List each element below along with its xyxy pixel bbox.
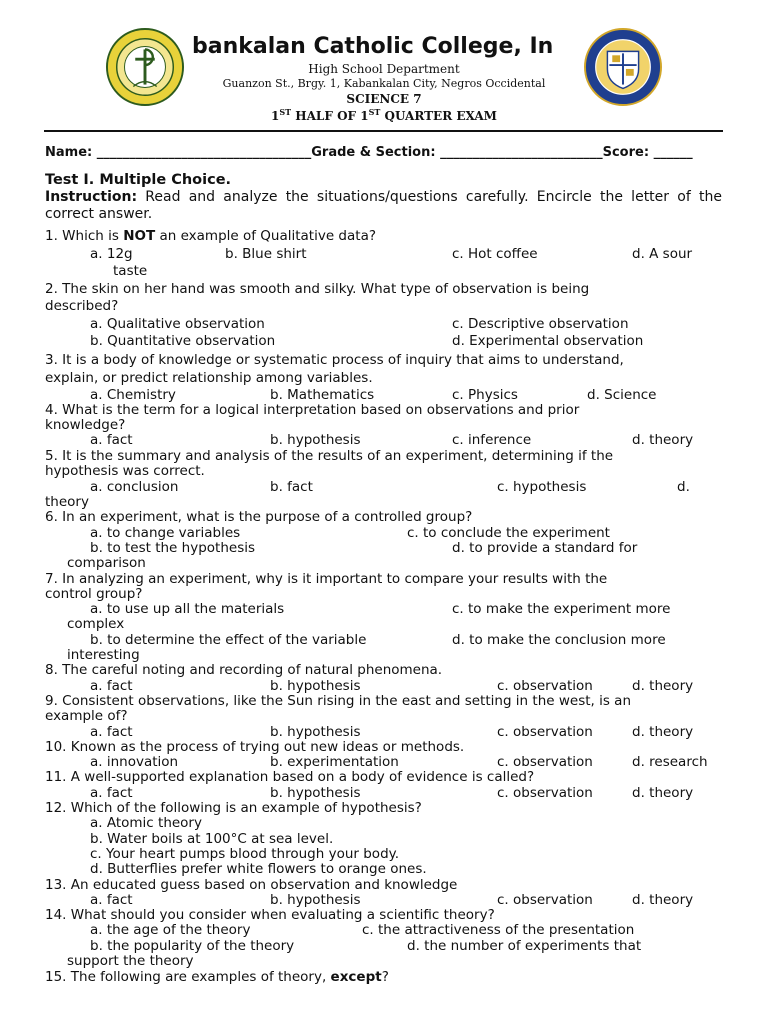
choice-continued: interesting xyxy=(67,647,140,663)
choice[interactable]: b. hypothesis xyxy=(270,785,361,801)
choice[interactable]: c. to conclude the experiment xyxy=(407,525,610,541)
choice[interactable]: c. to make the experiment more xyxy=(452,601,671,617)
choice[interactable]: a. to use up all the materials xyxy=(90,601,285,617)
choice[interactable]: b. to test the hypothesis xyxy=(90,540,256,556)
choice[interactable]: c. the attractiveness of the presentation xyxy=(362,922,635,938)
choice[interactable]: a. Qualitative observation xyxy=(90,316,265,332)
choice[interactable]: d. theory xyxy=(632,892,694,908)
instruction-label: Instruction: xyxy=(45,189,138,205)
choice[interactable]: c. inference xyxy=(452,432,532,448)
choice[interactable]: b. hypothesis xyxy=(270,432,361,448)
choice[interactable]: a. fact xyxy=(90,892,133,908)
question-3: 3. It is a body of knowledge or systematic process of inquiry that aims to understand, xyxy=(45,352,624,368)
question-9: 9. Consistent observations, like the Sun rising in the east and setting in the west, is an xyxy=(45,693,632,709)
question-continued: example of? xyxy=(45,708,128,724)
choice[interactable]: b. hypothesis xyxy=(270,892,361,908)
test-title: Test I. Multiple Choice. xyxy=(45,172,232,188)
question-4: 4. What is the term for a logical interpretation based on observations and prior xyxy=(45,402,580,418)
choice[interactable]: d. theory xyxy=(632,678,694,694)
question-11: 11. A well-supported explanation based on a body of evidence is called? xyxy=(45,769,535,785)
choice-continued: comparison xyxy=(67,555,146,571)
choice[interactable]: c. Hot coffee xyxy=(452,246,538,262)
choice[interactable]: c. observation xyxy=(497,892,593,908)
question-continued: control group? xyxy=(45,586,143,602)
question-7: 7. In analyzing an experiment, why is it important to compare your results with the xyxy=(45,571,608,587)
school-name: bankalan Catholic College, In xyxy=(192,34,554,59)
question-6: 6. In an experiment, what is the purpose of a controlled group? xyxy=(45,509,473,525)
choice[interactable]: d. theory xyxy=(632,724,694,740)
subject: SCIENCE 7 xyxy=(346,92,422,106)
choice[interactable]: d. to provide a standard for xyxy=(452,540,638,556)
question-continued: explain, or predict relationship among variables. xyxy=(45,370,373,386)
grade-blank[interactable]: _________________________ xyxy=(440,145,603,160)
score-label: Score: xyxy=(602,145,650,160)
choice[interactable]: c. Physics xyxy=(452,387,518,403)
choice[interactable]: a. the age of the theory xyxy=(90,922,251,938)
name-label: Name: xyxy=(45,145,93,160)
instruction: Instruction: Read and analyze the situations/questions carefully. Encircle the letter of the correct answer. xyxy=(45,189,722,222)
choice[interactable]: c. Your heart pumps blood through your body. xyxy=(90,846,399,862)
choice-continued: complex xyxy=(67,616,125,632)
question-1: 1. Which is NOT an example of Qualitative data? xyxy=(45,228,377,244)
choice[interactable]: b. to determine the effect of the variable xyxy=(90,632,367,648)
choice[interactable]: d. theory xyxy=(632,432,694,448)
choice-continued: support the theory xyxy=(67,953,194,969)
choice[interactable]: d. Experimental observation xyxy=(452,333,644,349)
exam-title: 1ST HALF OF 1ST QUARTER EXAM xyxy=(271,107,497,123)
choice-continued: theory xyxy=(45,494,89,510)
choice[interactable]: a. conclusion xyxy=(90,479,179,495)
choice[interactable]: d. theory xyxy=(632,785,694,801)
choice[interactable]: d. Science xyxy=(587,387,657,403)
choice[interactable]: c. observation xyxy=(497,724,593,740)
choice[interactable]: a. Atomic theory xyxy=(90,815,202,831)
choice[interactable]: c. observation xyxy=(497,678,593,694)
choice[interactable]: a. innovation xyxy=(90,754,179,770)
choice-continued: taste xyxy=(113,263,148,279)
score-blank[interactable]: ______ xyxy=(653,145,693,160)
question-continued: described? xyxy=(45,298,119,314)
choice[interactable]: a. Chemistry xyxy=(90,387,176,403)
department: High School Department xyxy=(308,62,460,76)
choice[interactable]: a. fact xyxy=(90,678,133,694)
choice[interactable]: a. fact xyxy=(90,785,133,801)
choice[interactable]: a. 12g xyxy=(90,246,133,262)
choice[interactable]: a. to change variables xyxy=(90,525,241,541)
header-divider xyxy=(44,130,723,132)
choice[interactable]: a. fact xyxy=(90,432,133,448)
choice[interactable]: b. hypothesis xyxy=(270,678,361,694)
exam-header xyxy=(0,0,768,128)
question-10: 10. Known as the process of trying out new ideas or methods. xyxy=(45,739,465,755)
question-2: 2. The skin on her hand was smooth and silky. What type of observation is being xyxy=(45,281,590,297)
choice[interactable]: b. Water boils at 100°C at sea level. xyxy=(90,831,334,847)
choice[interactable]: d. A sour xyxy=(632,246,693,262)
question-13: 13. An educated guess based on observation and knowledge xyxy=(45,877,458,893)
name-blank[interactable]: _________________________________ xyxy=(96,145,312,160)
question-14: 14. What should you consider when evaluating a scientific theory? xyxy=(45,907,495,923)
question-8: 8. The careful noting and recording of natural phenomena. xyxy=(45,662,443,678)
question-15: 15. The following are examples of theory, except? xyxy=(45,969,389,985)
question-5: 5. It is the summary and analysis of the results of an experiment, determining if the xyxy=(45,448,614,464)
choice[interactable]: b. experimentation xyxy=(270,754,399,770)
choice[interactable]: d. the number of experiments that xyxy=(407,938,642,954)
question-continued: knowledge? xyxy=(45,417,126,433)
choice[interactable]: b. Blue shirt xyxy=(225,246,307,262)
choice[interactable]: b. Mathematics xyxy=(270,387,375,403)
choice[interactable]: d. xyxy=(677,479,690,495)
choice[interactable]: c. hypothesis xyxy=(497,479,587,495)
choice[interactable]: b. hypothesis xyxy=(270,724,361,740)
choice[interactable]: c. observation xyxy=(497,785,593,801)
address: Guanzon St., Brgy. 1, Kabankalan City, Negros Occidental xyxy=(222,77,546,90)
question-continued: hypothesis was correct. xyxy=(45,463,205,479)
choice[interactable]: b. the popularity of the theory xyxy=(90,938,295,954)
choice[interactable]: d. Butterflies prefer white flowers to orange ones. xyxy=(90,861,427,877)
choice[interactable]: d. research xyxy=(632,754,708,770)
choice[interactable]: c. observation xyxy=(497,754,593,770)
grade-label: Grade & Section: xyxy=(311,145,436,160)
choice[interactable]: c. Descriptive observation xyxy=(452,316,629,332)
choice[interactable]: a. fact xyxy=(90,724,133,740)
student-info-line xyxy=(45,144,725,161)
choice[interactable]: b. fact xyxy=(270,479,313,495)
question-12: 12. Which of the following is an example of hypothesis? xyxy=(45,800,422,816)
choice[interactable]: d. to make the conclusion more xyxy=(452,632,666,648)
choice[interactable]: b. Quantitative observation xyxy=(90,333,276,349)
